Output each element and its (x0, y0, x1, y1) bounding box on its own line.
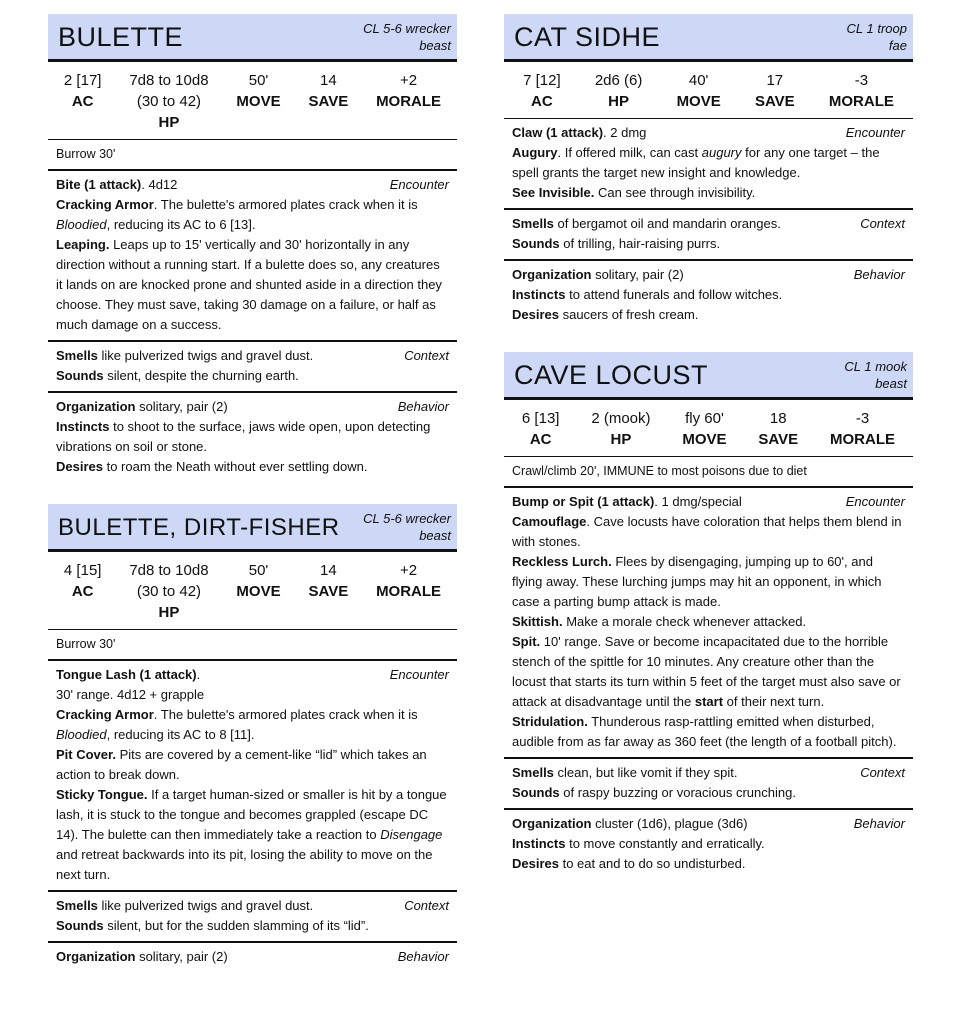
context-tag: Context (404, 348, 449, 363)
behavior-section: Organization solitary, pair (2) Behavior Instincts to shoot to the surface, jaws wide open, upon detecting vibrations on soil or stone. Desires to roam the Neath without ever settling down. (56, 399, 449, 474)
behavior-tag: Behavior (853, 816, 905, 831)
statblock-header (504, 352, 913, 397)
stat-line (48, 549, 457, 630)
right-column (504, 14, 913, 901)
encounter-section: Claw (1 attack). 2 dmg Encounter Augury. If offered milk, can cast augury for any one target – the spell grants the target new insight and knowledge. See Invisible. Can see through invisibility. (504, 119, 913, 210)
behavior-tag: Behavior (853, 267, 905, 282)
stat-save: 18 SAVE (758, 410, 799, 448)
ability: See Invisible. Can see through invisibility. (512, 185, 756, 200)
movement-line: Burrow 30' (48, 630, 457, 661)
statblock-header (48, 504, 457, 549)
stat-hp: 2 (mook) HP (591, 410, 651, 448)
ability: Augury. If offered milk, can cast augury for any one target – the spell grants the target new insight and knowledge. (512, 145, 880, 180)
context-tag: Context (860, 216, 905, 231)
ability: Camouflage. Cave locusts have coloration that helps them blend in with stones. (512, 514, 902, 549)
statblock-header (48, 14, 457, 59)
encounter-section: Bite (1 attack). 4d12 Encounter Cracking Armor. The bulette's armored plates crack when it is Bloodied, reducing its AC to 6 [13]. Leaping. Leaps up to 15' vertically and 30' horizontally in any direction without a running start. If a bulette does so, any creatures it lands on are knocked prone and shunted aside in a direction they choose. They must save, taking 30 damage on a failure, or half as much damage on a success. (48, 171, 457, 342)
challenge-level: CL 5-6 wrecker beast (363, 21, 451, 53)
challenge-level: CL 5-6 wrecker beast (363, 511, 451, 543)
context-tag: Context (860, 765, 905, 780)
stat-line (504, 59, 913, 119)
stat-morale: -3 MORALE (828, 72, 894, 110)
behavior-section: Organization solitary, pair (2) Behavior Instincts to attend funerals and follow witches. Desires saucers of fresh cream. (512, 267, 905, 322)
stat-morale: +2 MORALE (376, 562, 442, 600)
stat-morale: +2 MORALE (376, 72, 442, 110)
encounter-section: Tongue Lash (1 attack). Encounter 30' range. 4d12 + grapple Cracking Armor. The bulette's armored plates crack when it is Bloodied, reducing its AC to 8 [11]. Pit Cover. Pits are covered by a cement-like “lid” which takes an action to break down. Sticky Tongue. If a target human-sized or smaller is hit by a tongue lash, it is stuck to the tongue and becomes grappled (escape DC 14). The bulette can then immediately take a reaction to Disengage and retreat backwards into its pit, losing the ability to move on the next turn. (48, 661, 457, 892)
context-section: Smells of bergamot oil and mandarin oranges. Context Sounds of trilling, hair-raising purrs. (504, 210, 913, 261)
context-section: Smells like pulverized twigs and gravel dust. Context Sounds silent, but for the sudden slamming of its “lid”. (48, 892, 457, 943)
stat-line (504, 397, 913, 457)
encounter-tag: Encounter (389, 667, 449, 682)
stat-save: 14 SAVE (308, 72, 349, 110)
context-section: Smells like pulverized twigs and gravel dust. Context Sounds silent, despite the churning earth. (48, 342, 457, 393)
ability: Pit Cover. Pits are covered by a cement-like “lid” which takes an action to break down. (56, 747, 427, 782)
statblock-dirt-fisher (48, 504, 457, 972)
challenge-level: CL 1 troop fae (846, 21, 907, 53)
ability: Cracking Armor. The bulette's armored plates crack when it is Bloodied, reducing its AC to 8 [11]. (56, 707, 418, 742)
stat-move: 50' MOVE (236, 562, 281, 600)
stat-hp: 7d8 to 10d8 (30 to 42) HP (129, 562, 209, 621)
stat-morale: -3 MORALE (830, 410, 895, 448)
encounter-tag: Encounter (845, 125, 905, 140)
monster-name: BULETTE (58, 22, 184, 52)
encounter-section: Bump or Spit (1 attack). 1 dmg/special Encounter Camouflage. Cave locusts have coloration that helps them blend in with stones. Reckless Lurch. Flees by disengaging, jumping up to 60', and flying away. These lurching jumps may hit an opponent, in which case a parting bump attack is made. Skittish. Make a morale check whenever attacked. Spit. 10' range. Save or become incapacitated due to the horrible stench of the spittle for 10 minutes. Any creature other than the locust that starts its turn within 5 feet of the target must also save or attack at disadvantage until the start of their next turn. Stridulation. Thunderous rasp-rattling emitted when disturbed, audible from as far away as 360 feet (the length of a football pitch). (504, 488, 913, 759)
behavior-section: Organization solitary, pair (2) Behavior (48, 943, 457, 972)
behavior-section: Organization cluster (1d6), plague (3d6) Behavior Instincts to move constantly and erratically. Desires to eat and to do so undisturbed. (512, 816, 905, 871)
stat-move: 50' MOVE (236, 72, 281, 110)
stat-ac: 6 [13] AC (521, 410, 560, 448)
ability: Cracking Armor. The bulette's armored plates crack when it is Bloodied, reducing its AC to 6 [13]. (56, 197, 418, 232)
encounter-tag: Encounter (389, 177, 449, 192)
stat-save: 17 SAVE (754, 72, 795, 110)
monster-name: BULETTE, DIRT-FISHER (58, 514, 340, 541)
stat-ac: 4 [15] AC (63, 562, 102, 600)
challenge-level: CL 1 mook beast (844, 359, 907, 391)
monster-name: CAT SIDHE (514, 22, 661, 52)
monster-name: CAVE LOCUST (514, 360, 709, 390)
stat-hp: 7d8 to 10d8 (30 to 42) HP (129, 72, 209, 131)
movement-line: Burrow 30' (48, 140, 457, 171)
statblock-header (504, 14, 913, 59)
ability: Stridulation. Thunderous rasp-rattling emitted when disturbed, audible from as far away as 360 feet (the length of a football pitch). (512, 714, 897, 749)
ability: Reckless Lurch. Flees by disengaging, jumping up to 60', and flying away. These lurching jumps may hit an opponent, in which case a parting bump attack is made. (512, 554, 882, 609)
ability: Skittish. Make a morale check whenever attacked. (512, 614, 807, 629)
context-section: Smells clean, but like vomit if they spit. Context Sounds of raspy buzzing or voracious crunching. (504, 759, 913, 810)
stat-move: 40' MOVE (676, 72, 721, 110)
behavior-tag: Behavior (397, 399, 449, 414)
ability: Spit. 10' range. Save or become incapacitated due to the horrible stench of the spittle for 10 minutes. Any creature other than the locust that starts its turn within 5 feet of the target must also save or attack at disadvantage until the start of their next turn. (512, 634, 901, 709)
left-column (48, 14, 457, 994)
statblock-cave-locust (504, 352, 913, 879)
stat-move: fly 60' MOVE (682, 410, 727, 448)
behavior-tag: Behavior (397, 949, 449, 964)
ability: Sticky Tongue. If a target human-sized or smaller is hit by a tongue lash, it is stuck to the tongue and becomes grappled (escape DC 14). The bulette can then immediately take a reaction to Disengage and retreat backwards into its pit, losing the ability to move on the next turn. (56, 787, 447, 882)
stat-line (48, 59, 457, 140)
ability: Leaping. Leaps up to 15' vertically and 30' horizontally in any direction without a running start. If a bulette does so, any creatures it lands on are knocked prone and shunted aside in a direction they choose. They must save, taking 30 damage on a failure, or half as much damage on a success. (56, 237, 442, 332)
stat-hp: 2d6 (6) HP (594, 72, 643, 110)
stat-ac: 7 [12] AC (523, 72, 561, 110)
statblock-bulette (48, 14, 457, 482)
movement-line: Crawl/climb 20', IMMUNE to most poisons due to diet (504, 457, 913, 488)
stat-ac: 2 [17] AC (63, 72, 102, 110)
encounter-tag: Encounter (845, 494, 905, 509)
stat-save: 14 SAVE (308, 562, 349, 600)
context-tag: Context (404, 898, 449, 913)
statblock-cat-sidhe (504, 14, 913, 330)
